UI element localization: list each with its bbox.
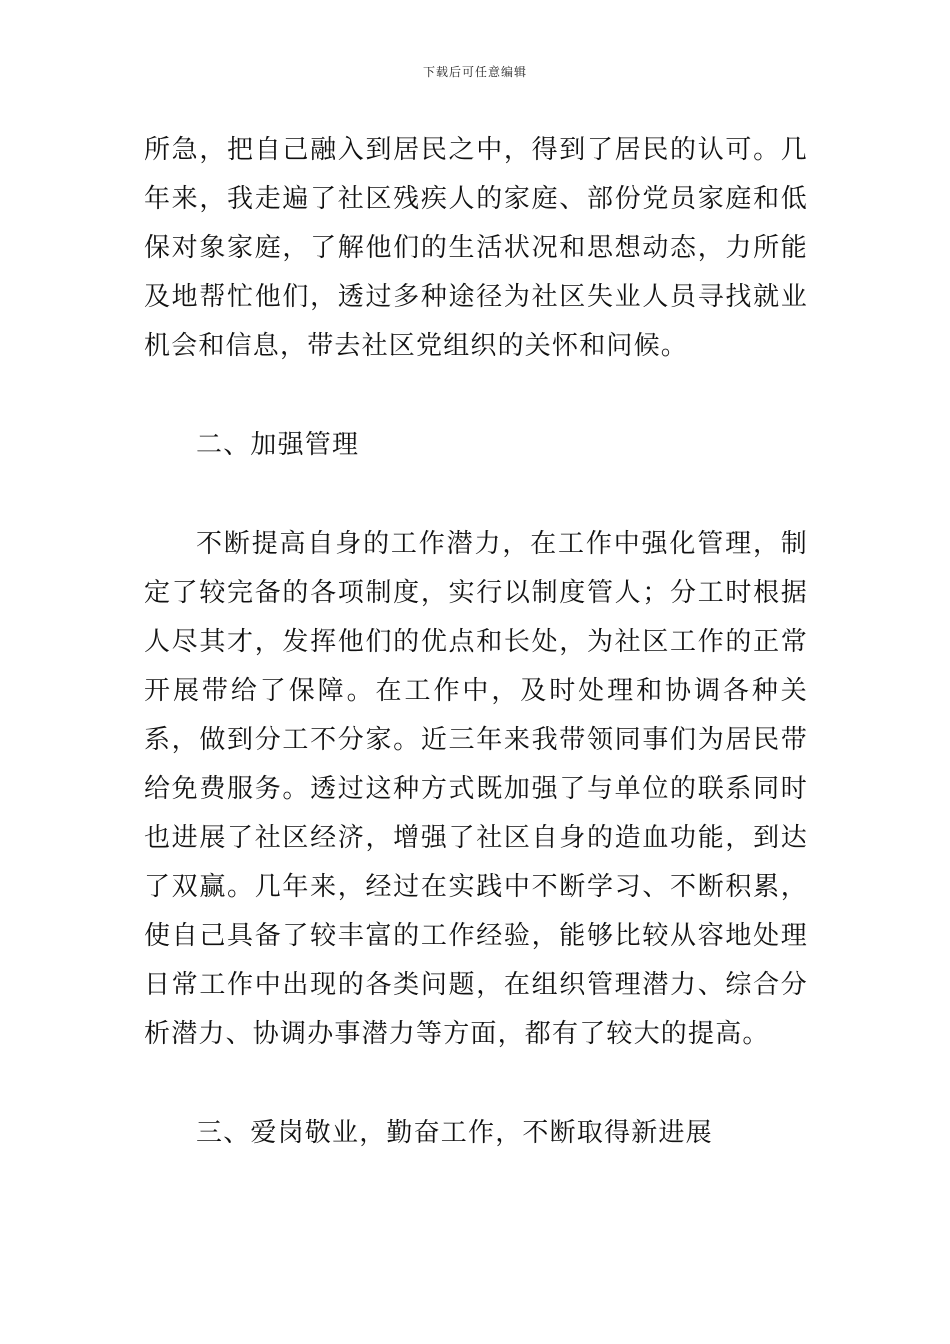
header-note: 下载后可任意编辑 [422, 65, 527, 79]
paragraph-management: 不断提高自身的工作潜力，在工作中强化管理，制定了较完备的各项制度，实行以制度管人；分工时根据人尽其才，发挥他们的优点和长处，为社区工作的正常开展带给了保障。在工作中，及时处理和协调各种关系，做到分工不分家。近三年来我带领同事们为居民带给免费服务。透过这种方式既加强了与单位的联系同时也进展了社区经济，增强了社区自身的造血功能，到达了双赢。几年来，经过在实践中不断学习、不断积累，使自己具备了较丰富的工作经验，能够比较从容地处理日常工作中出现的各类问题，在组织管理潜力、综合分析潜力、协调办事潜力等方面，都有了较大的提高。 [144, 529, 808, 1049]
paragraph-continuation: 所急，把自己融入到居民之中，得到了居民的认可。几年来，我走遍了社区残疾人的家庭、部份党员家庭和低保对象家庭，了解他们的生活状况和思想动态，力所能及地帮忙他们，透过多种途径为社区失业人员寻找就业机会和信息，带去社区党组织的关怀和问候。 [144, 135, 808, 361]
paragraph-gap [144, 1059, 808, 1109]
section-heading-3: 三、爱岗敬业，勤奋工作，不断取得新进展 [196, 1118, 713, 1148]
document-body [144, 126, 808, 1158]
paragraph-gap [144, 371, 808, 421]
paragraph-gap [144, 470, 808, 520]
section-heading-2: 二、加强管理 [196, 430, 360, 460]
